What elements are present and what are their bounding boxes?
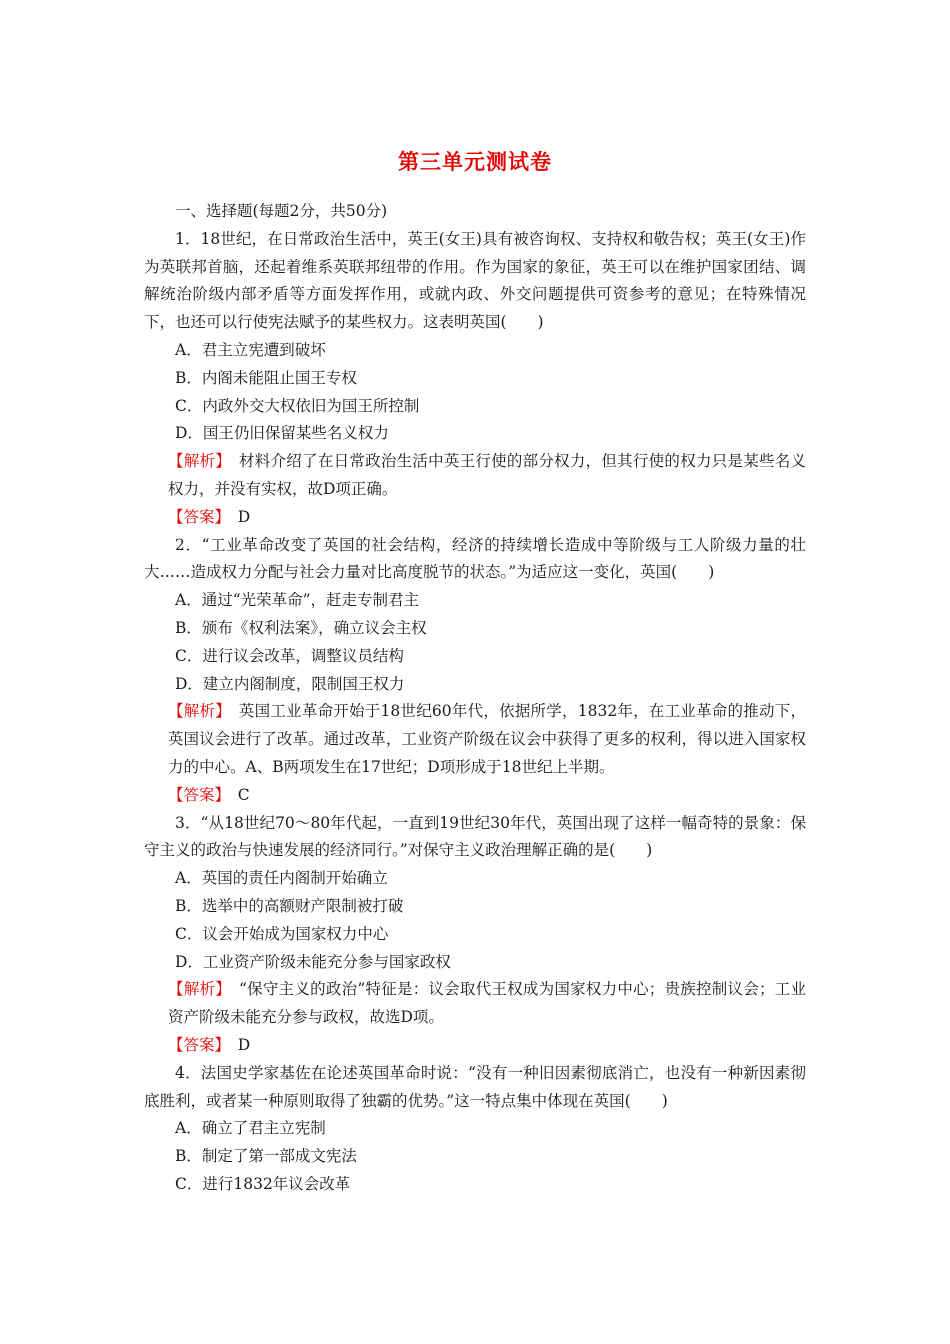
analysis-label: 【解析】 bbox=[168, 980, 224, 999]
question-stem: 4．法国史学家基佐在论述英国革命时说：“没有一种旧因素彻底消亡，也没有一种新因素彻底胜利，或者某一种原则取得了独霸的优势。”这一特点集中体现在英国( ) bbox=[144, 1063, 806, 1110]
analysis-text: “保守主义的政治”特征是：议会取代王权成为国家权力中心；贵族控制议会；工业资产阶级未能充分参与政权，故选D项。 bbox=[168, 980, 806, 1027]
answer-value: D bbox=[237, 1035, 251, 1054]
analysis-label: 【解析】 bbox=[168, 452, 224, 471]
analysis bbox=[144, 976, 806, 1032]
option: C．进行议会改革，调整议员结构 bbox=[175, 646, 404, 665]
analysis bbox=[144, 698, 806, 781]
option: D．工业资产阶级未能充分参与国家政权 bbox=[175, 952, 451, 971]
option: B．内阁未能阻止国王专权 bbox=[175, 368, 357, 387]
answer bbox=[144, 504, 806, 532]
answer-value: C bbox=[237, 785, 250, 804]
question-4 bbox=[144, 1060, 806, 1199]
question-3 bbox=[144, 810, 806, 1060]
answer-label: 【答案】 bbox=[168, 1035, 223, 1054]
question-2 bbox=[144, 532, 806, 810]
option: B．制定了第一部成文宪法 bbox=[175, 1147, 357, 1166]
analysis bbox=[144, 448, 806, 504]
page-title: 第三单元测试卷 bbox=[398, 149, 552, 174]
option: A．通过“光荣革命”，赶走专制君主 bbox=[175, 591, 420, 610]
option: A．君主立宪遭到破坏 bbox=[175, 340, 326, 359]
question-1 bbox=[144, 226, 806, 532]
option: C．内政外交大权依旧为国王所控制 bbox=[175, 396, 420, 415]
answer bbox=[144, 1032, 806, 1060]
option: D．建立内阁制度，限制国王权力 bbox=[175, 674, 405, 693]
question-stem: 1．18世纪，在日常政治生活中，英王(女王)具有被咨询权、支持权和敬告权；英王(女王)作为英联邦首脑，还起着维系英联邦纽带的作用。作为国家的象征，英王可以在维护国家团结、调解统治阶级内部矛盾等方面发挥作用，或就内政、外交问题提供可资参考的意见；在特殊情况下，也还可以行使宪法赋予的某些权力。这表明英国( ) bbox=[144, 229, 806, 332]
answer-value: D bbox=[237, 507, 251, 526]
option: D．国王仍旧保留某些名义权力 bbox=[175, 424, 389, 443]
analysis-text: 英国工业革命开始于18世纪60年代，依据所学，1832年，在工业革命的推动下，英国议会进行了改革。通过改革，工业资产阶级在议会中获得了更多的权利，得以进入国家权力的中心。A、B两项发生在17世纪；D项形成于18世纪上半期。 bbox=[168, 702, 806, 776]
answer-label: 【答案】 bbox=[168, 507, 223, 526]
question-stem: 3．“从18世纪70～80年代起，一直到19世纪30年代，英国出现了这样一幅奇特的景象：保守主义的政治与快速发展的经济同行。”对保守主义政治理解正确的是( ) bbox=[144, 813, 806, 860]
document-body bbox=[144, 198, 806, 1199]
option: B．颁布《权利法案》，确立议会主权 bbox=[175, 618, 427, 637]
option: C．进行1832年议会改革 bbox=[175, 1174, 351, 1193]
answer bbox=[144, 782, 806, 810]
question-stem: 2．“工业革命改变了英国的社会结构，经济的持续增长造成中等阶级与工人阶级力量的壮大……造成权力分配与社会力量对比高度脱节的状态。”为适应这一变化，英国( ) bbox=[144, 535, 806, 582]
option: A．确立了君主立宪制 bbox=[175, 1119, 326, 1138]
analysis-label: 【解析】 bbox=[168, 702, 224, 721]
analysis-text: 材料介绍了在日常政治生活中英王行使的部分权力，但其行使的权力只是某些名义权力，并没有实权，故D项正确。 bbox=[168, 452, 806, 498]
answer-label: 【答案】 bbox=[168, 785, 223, 804]
option: A．英国的责任内阁制开始确立 bbox=[175, 869, 388, 888]
option: C．议会开始成为国家权力中心 bbox=[175, 924, 389, 943]
option: B．选举中的高额财产限制被打破 bbox=[175, 896, 404, 915]
section-header: 一、选择题(每题2分，共50分) bbox=[175, 202, 388, 220]
